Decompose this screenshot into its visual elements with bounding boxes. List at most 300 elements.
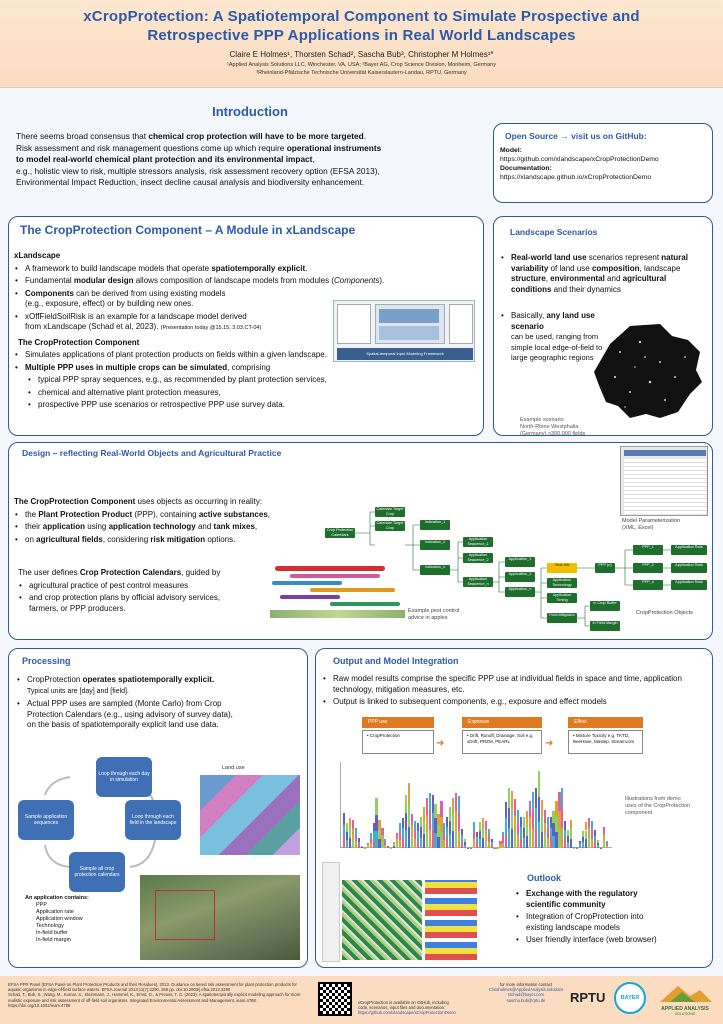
- demo-bar-segment: [603, 834, 605, 841]
- demo-bar-segment: [485, 821, 487, 830]
- demo-bar-segment: [535, 828, 537, 848]
- demo-bar-segment: [570, 820, 572, 829]
- demo-bar-segment: [426, 798, 428, 815]
- demo-bar-segment: [517, 810, 519, 823]
- demo-bar-segment: [387, 847, 389, 848]
- demo-bar-segment: [473, 822, 475, 831]
- demo-bar-segment: [370, 843, 372, 848]
- demo-bar-segment: [555, 817, 557, 833]
- demo-bar-segment: [485, 839, 487, 848]
- demo-bar-segment: [550, 817, 552, 827]
- demo-bar-segment: [432, 795, 434, 813]
- demo-bar-segment: [499, 841, 501, 843]
- demo-bar-segment: [411, 825, 413, 836]
- demo-bar-segment: [532, 829, 534, 848]
- demo-bar-segment: [603, 841, 605, 848]
- bayer-logo: BAYER: [614, 982, 646, 1014]
- demo-bar-segment: [414, 821, 416, 830]
- demo-bar-chart: [340, 762, 612, 848]
- demo-bar-segment: [378, 839, 380, 848]
- output-title: Output and Model Integration: [333, 656, 459, 666]
- demo-bar-segment: [402, 838, 404, 848]
- demo-bar-segment: [523, 817, 525, 827]
- component-title: The CropProtection Component – A Module in xLandscape: [20, 223, 356, 237]
- demo-bar-segment: [411, 837, 413, 848]
- landscape-text-2: • Basically, any land use scenario can be used, ranging from simple local edge-of-field to large geographic regions: [500, 311, 610, 366]
- demo-bar-segment: [446, 838, 448, 848]
- demo-bar-segment: [402, 828, 404, 838]
- cycle-loop-field: Loop through each field in the landscape: [125, 800, 181, 840]
- demo-bar-segment: [508, 788, 510, 808]
- qr-code[interactable]: [318, 982, 352, 1016]
- demo-bar-segment: [567, 836, 569, 842]
- demo-bar-segment: [588, 818, 590, 828]
- demo-bar-segment: [423, 807, 425, 821]
- demo-bar-segment: [491, 839, 493, 842]
- outlook-title: Outlook: [527, 873, 561, 883]
- demo-bar-segment: [393, 842, 395, 844]
- map-sidebar: [322, 862, 340, 962]
- demo-bar-segment: [591, 830, 593, 839]
- demo-bar-segment: [558, 811, 560, 830]
- demo-bar-segment: [564, 839, 566, 848]
- demo-bar-segment: [529, 801, 531, 817]
- demo-bar-segment: [349, 828, 351, 838]
- demo-bar-segment: [544, 823, 546, 836]
- demo-bar-segment: [558, 829, 560, 848]
- demo-bar-segment: [373, 823, 375, 831]
- demo-bar-segment: [541, 816, 543, 832]
- demo-bar-segment: [346, 840, 348, 848]
- demo-bar-segment: [408, 783, 410, 805]
- demo-bar-segment: [375, 798, 377, 815]
- demo-bar-segment: [414, 830, 416, 839]
- documentation-link[interactable]: https://xlandscape.github.io/xCropProtectionDemo: [500, 174, 652, 181]
- demo-bar-segment: [582, 842, 584, 848]
- demo-bar-segment: [352, 829, 354, 838]
- demo-bar-segment: [381, 841, 383, 848]
- demo-bar-segment: [423, 821, 425, 835]
- demo-bar-segment: [570, 839, 572, 848]
- demo-bar-segment: [511, 829, 513, 848]
- demo-bar-segment: [346, 823, 348, 831]
- demo-bar-segment: [355, 835, 357, 842]
- demo-bar-segment: [491, 842, 493, 845]
- demo-bar-segment: [455, 793, 457, 811]
- demo-bar-segment: [482, 838, 484, 848]
- output-text: • Raw model results comprise the specific PPP use at individual fields in space and time, application technology, mitigation measures, etc. • Output is linked to subsequent components, e.g., exposure and effect models: [322, 674, 707, 710]
- demo-bar-segment: [432, 813, 434, 831]
- demo-bar-segment: [538, 771, 540, 797]
- demo-bar-segment: [488, 842, 490, 848]
- title-line-1: xCropProtection: A Spatiotemporal Component to Simulate Prospective and: [83, 8, 640, 25]
- demo-bar-segment: [550, 828, 552, 838]
- demo-bar-segment: [603, 827, 605, 834]
- demo-bar-segment: [399, 823, 401, 831]
- demo-bar-segment: [437, 825, 439, 836]
- design-user-text: The user defines Crop Protection Calendars, guided by • agricultural practice of pest control measures • and crop protection plans by official advisory services, farmers, or PPP producers.: [18, 568, 288, 616]
- cycle-sample-calendars: Sample all crop protection calendars: [69, 852, 125, 892]
- demo-bar-segment: [552, 811, 554, 823]
- demo-bar-segment: [396, 838, 398, 843]
- demo-bar-segment: [378, 829, 380, 838]
- demo-bar-segment: [429, 830, 431, 848]
- aerial-photo: [140, 875, 300, 960]
- demo-bar-segment: [405, 795, 407, 813]
- demo-map: [342, 880, 422, 960]
- landuse-map: [200, 775, 300, 855]
- demo-bar-segment: [526, 836, 528, 848]
- demo-bar-segment: [411, 814, 413, 825]
- contact-email-1[interactable]: Chrisholmes@AppliedAnalysis.solutions: [488, 987, 564, 993]
- demo-bar-segment: [370, 838, 372, 843]
- xlandscape-diagram: Spatial-temporal Input Modeling Framework: [333, 300, 475, 362]
- illustration-caption: Illustrations from demo uses of the CropProtection component: [625, 796, 691, 816]
- demo-bar-segment: [396, 843, 398, 848]
- flow-ppp-box: • CropProtection: [362, 730, 434, 754]
- affiliation-1: ¹Applied Analysis Solutions LLC, Winchester, VA, USA; ²Bayer AG, Crop Science Division, Monheim, Germany: [227, 62, 496, 68]
- demo-bar-segment: [420, 838, 422, 848]
- demo-bar-segment: [464, 845, 466, 848]
- demo-bar-segment: [499, 844, 501, 846]
- demo-bar-segment: [514, 799, 516, 815]
- demo-bar-segment: [529, 817, 531, 833]
- demo-bar-segment: [538, 797, 540, 823]
- demo-bar-segment: [505, 802, 507, 817]
- demo-bar-segment: [514, 816, 516, 832]
- demo-bar-segment: [358, 845, 360, 848]
- demo-bar-segment: [402, 818, 404, 828]
- demo-bar-segment: [384, 839, 386, 842]
- demo-bar-segment: [585, 822, 587, 831]
- flow-arrow-2: ➜: [545, 738, 554, 749]
- pest-advice-caption: Example pest control advice in apples: [408, 608, 460, 621]
- demo-bar-segment: [361, 847, 363, 848]
- demo-bar-segment: [440, 801, 442, 817]
- demo-bar-segment: [373, 831, 375, 839]
- demo-bar-segment: [434, 804, 436, 819]
- demo-bar-segment: [499, 846, 501, 848]
- demo-bar-segment: [343, 836, 345, 848]
- demo-bar-segment: [547, 838, 549, 848]
- landscape-title: Landscape Scenarios: [510, 227, 598, 237]
- demo-bar-segment: [532, 792, 534, 811]
- intro-text: There seems broad consensus that chemical crop protection will have to be more targeted. Risk assessment and risk management questions come up which require operational instruments to model real-world chemical plant protection and its environmental impact, e.g., holistic view to risk, multiple stressors analysis, risk assessment recovery option (EFSA 2013), Environmental Impact Reduction, insect decline causal analysis and biodiversity enhancement.: [16, 131, 382, 187]
- demo-bar-segment: [393, 846, 395, 848]
- title-line-2: Retrospective PPP Applications in Real World Landscapes: [147, 27, 576, 44]
- references: EFSA PPR Panel (EFSA Panel on Plant Protection Products and their Residues), 2013. Guidance on tiered risk assessment for plant protection products for aquatic organisms in edge-of-field surface waters. EFSA Journal 2013;11(7):3290, 268 pp. doi:10.2903/j.efsa.2013.3290 Schad, T., Bub, S., Wang, M., Kumar, S., Kleinmann, J., Hammel, K., Ernst, G., & Preuss, T. G. (2023). A spatiotemporally explicit modeling approach for more realistic exposure and risk assessment of off-field soil organisms. Integrated Environmental Assessment and Management, ieam.4788. https://doi.org/10.1002/ieam.4788: [8, 982, 308, 1008]
- demo-bar-segment: [437, 814, 439, 825]
- demo-bar-segment: [547, 827, 549, 837]
- demo-bar-segment: [558, 792, 560, 811]
- demo-bar-segment: [508, 808, 510, 828]
- demo-bar-segment: [585, 839, 587, 848]
- demo-bar-segment: [443, 823, 445, 831]
- demo-bar-segment: [594, 830, 596, 836]
- demo-bar-segment: [529, 832, 531, 848]
- demo-bar-segment: [547, 817, 549, 827]
- demo-bar-segment: [552, 823, 554, 835]
- flow-exposure-header: Exposure: [462, 717, 542, 728]
- cycle-loop-day: Loop through each day in simulation: [96, 757, 152, 797]
- demo-bar-segment: [405, 813, 407, 831]
- demo-bar-segment: [440, 817, 442, 833]
- demo-bar-segment: [606, 841, 608, 843]
- open-source-text: Model: https://github.com/xlandscape/xCropProtectionDemo Documentation: https://xlandscape.github.io/xCropProtectionDemo: [500, 146, 710, 182]
- demo-bar-segment: [520, 817, 522, 827]
- demo-bar-segment: [517, 835, 519, 848]
- demo-bar-segment: [349, 818, 351, 828]
- demo-bar-segment: [396, 833, 398, 838]
- demo-bar-segment: [455, 811, 457, 829]
- demo-bar-segment: [393, 844, 395, 846]
- demo-bar-segment: [352, 820, 354, 829]
- demo-bar-segment: [544, 810, 546, 823]
- demo-bar-segment: [520, 827, 522, 837]
- demo-bar-segment: [535, 808, 537, 828]
- demo-bar-segment: [511, 810, 513, 829]
- object-tree: Crop Protection Calendars Calendar Target Crop Calendar Target Crop Indication_1 Indication_2 Indication_n Application Sequence_1 Application Sequence_2 Application Sequence_n Application_1 Application_2 Application_n Tank Mix Application Technology Application Timing Field Mitigation PPP (n) PPP_1 PPP_2 PPP_n Application Rate Application Rate Application Rate In Crop Buffer In Field Margin: [325, 500, 715, 635]
- demo-bar-segment: [437, 837, 439, 848]
- rptu-logo: RPTU: [570, 990, 606, 1005]
- demo-bar-segment: [606, 843, 608, 845]
- demo-bar-segment: [579, 843, 581, 845]
- demo-bar-segment: [464, 839, 466, 842]
- parameterization-caption: Model Parameterization (XML, Excel): [622, 518, 681, 531]
- demo-bar-segment: [464, 842, 466, 845]
- landscape-text: • Real-world land use scenarios represent natural variability of land use composition, landscape structure, environmental and agricultural conditions and their dynamics: [500, 253, 705, 297]
- demo-bar-segment: [452, 814, 454, 831]
- demo-bar-segment: [594, 836, 596, 842]
- demo-bar-segment: [541, 800, 543, 816]
- demo-bar-segment: [479, 839, 481, 848]
- demo-bar-segment: [426, 815, 428, 832]
- demo-bar-segment: [461, 829, 463, 835]
- demo-bar-segment: [375, 831, 377, 848]
- demo-bar-segment: [455, 830, 457, 848]
- demo-bar-segment: [588, 828, 590, 838]
- aas-logo: APPLIED ANALYSIS SOLUTIONS: [650, 982, 720, 1018]
- flow-effect-header: Effect: [568, 717, 643, 728]
- demo-bar-segment: [449, 821, 451, 835]
- demo-bar-segment: [597, 845, 599, 848]
- github-link[interactable]: https://github.com/xlandscape/xCropProtectionDemo: [358, 1010, 456, 1016]
- flow-effect-box: • Mixture Toxicity e.g. TKTD, BeeHave, Mastep, Streamcom: [568, 730, 643, 754]
- demo-bar-segment: [526, 811, 528, 823]
- demo-bar-segment: [452, 798, 454, 815]
- flow-exposure-box: • Drift, Runoff, Drainage, Soil e.g. xDrift, PRZM, PEARL: [462, 730, 542, 754]
- demo-bar-segment: [476, 843, 478, 848]
- demo-bar-segment: [384, 842, 386, 845]
- demo-bar-segment: [423, 834, 425, 848]
- demo-bar-segment: [405, 830, 407, 848]
- demo-bar-segment: [449, 807, 451, 821]
- demo-bar-segment: [355, 828, 357, 835]
- demo-bar-segment: [429, 811, 431, 829]
- demo-bar-segment: [579, 846, 581, 848]
- demo-bar-segment: [446, 827, 448, 837]
- demo-bar-segment: [367, 844, 369, 846]
- demo-bar-segment: [458, 813, 460, 830]
- demo-bar-segment: [535, 788, 537, 808]
- demo-bar-segment: [452, 831, 454, 848]
- demo-bar-segment: [488, 835, 490, 841]
- demo-bar-segment: [517, 822, 519, 835]
- demo-bar-segment: [343, 825, 345, 837]
- demo-bar-segment: [355, 841, 357, 848]
- demo-bar-segment: [473, 830, 475, 839]
- demo-bar-segment: [538, 822, 540, 848]
- processing-text: • CropProtection operates spatiotemporally explicit. Typical units are [day] and [field]. • Actual PPP uses are sampled (Monte Carlo) from Crop Protection Calendars (e.g., using advisory of survey data), on the basis of spatiotemporally explicit land use data.: [16, 675, 301, 733]
- demo-bar-segment: [582, 831, 584, 837]
- demo-bar-segment: [523, 838, 525, 848]
- demo-bar-segment: [387, 846, 389, 847]
- demo-bar-segment: [384, 845, 386, 848]
- cycle-sample-sequences: Sample application sequences: [18, 800, 74, 840]
- demo-bar-segment: [476, 832, 478, 837]
- demo-bar-segment: [408, 805, 410, 827]
- demo-bar-segment: [420, 827, 422, 837]
- demo-bar-segment: [361, 846, 363, 847]
- demo-bar-segment: [479, 831, 481, 840]
- demo-bar-segment: [461, 835, 463, 841]
- demo-bar-segment: [561, 788, 563, 808]
- demo-bar-segment: [564, 830, 566, 839]
- demo-legend: [425, 880, 477, 960]
- demo-bar-segment: [508, 828, 510, 848]
- demo-bar-segment: [346, 832, 348, 840]
- demo-bar-segment: [550, 838, 552, 848]
- demo-bar-segment: [446, 817, 448, 827]
- demo-bar-segment: [399, 840, 401, 848]
- demo-bar-segment: [585, 831, 587, 840]
- demo-bar-segment: [505, 818, 507, 833]
- demo-bar-segment: [473, 839, 475, 848]
- demo-bar-segment: [417, 823, 419, 831]
- flow-ppp-header: PPP use: [362, 717, 434, 728]
- demo-bar-segment: [488, 829, 490, 835]
- demo-bar-segment: [443, 831, 445, 839]
- demo-bar-segment: [520, 838, 522, 848]
- demo-bar-segment: [526, 824, 528, 836]
- demo-bar-segment: [420, 817, 422, 827]
- demo-bar-segment: [597, 840, 599, 843]
- demo-bar-segment: [502, 832, 504, 838]
- demo-bar-segment: [570, 829, 572, 838]
- demo-bar-segment: [443, 840, 445, 848]
- reference-doi-link[interactable]: https://doi.org/10.1002/ieam.4788: [8, 1002, 71, 1008]
- application-contains: An application contains: PPP Application rate Application window Technology In-field buffer In-field margin: [25, 895, 89, 943]
- demo-bar-segment: [594, 842, 596, 848]
- demo-bar-segment: [579, 841, 581, 843]
- demo-bar-segment: [378, 820, 380, 829]
- demo-bar-segment: [414, 839, 416, 848]
- demo-bar-segment: [561, 828, 563, 848]
- demo-bar-segment: [343, 813, 345, 825]
- demo-bar-segment: [432, 830, 434, 848]
- demo-bar-segment: [502, 837, 504, 843]
- contact-email-3[interactable]: sascha.bub@rptu.de: [506, 997, 546, 1003]
- demo-bar-segment: [482, 828, 484, 838]
- demo-bar-segment: [567, 830, 569, 836]
- demo-bar-segment: [449, 834, 451, 848]
- demo-bar-segment: [541, 832, 543, 848]
- demo-bar-segment: [458, 796, 460, 813]
- demo-bar-segment: [408, 827, 410, 849]
- demo-bar-segment: [440, 832, 442, 848]
- demo-bar-segment: [482, 818, 484, 828]
- demo-bar-segment: [361, 847, 363, 848]
- demo-bar-segment: [514, 832, 516, 848]
- objects-caption: CropProtection Objects: [636, 610, 693, 616]
- demo-bar-segment: [555, 832, 557, 848]
- nrw-map: [590, 322, 708, 422]
- demo-bar-segment: [434, 833, 436, 848]
- demo-bar-segment: [505, 833, 507, 848]
- authors: Claire E Holmes¹, Thorsten Schad², Sascha Bub³, Christopher M Holmes¹*: [229, 50, 494, 59]
- demo-bar-segment: [597, 843, 599, 846]
- demo-bar-segment: [358, 838, 360, 841]
- demo-bar-segment: [567, 842, 569, 848]
- demo-bar-segment: [352, 839, 354, 848]
- demo-bar-segment: [381, 828, 383, 835]
- design-title: Design – reflecting Real-World Objects and Agricultural Practice: [22, 448, 282, 458]
- demo-bar-segment: [564, 821, 566, 830]
- demo-bar-segment: [511, 791, 513, 810]
- demo-bar-segment: [373, 840, 375, 848]
- design-text: The CropProtection Component uses objects as occurring in reality: • the Plant Protection Product (PPP), containing active substances, • their application using application technology and tank mixes, • on agricultural fields, considering risk mitigation options.: [14, 497, 324, 547]
- demo-bar-segment: [582, 837, 584, 843]
- demo-bar-segment: [555, 801, 557, 817]
- demo-bar-segment: [588, 838, 590, 848]
- processing-title: Processing: [22, 656, 71, 666]
- demo-bar-segment: [523, 828, 525, 838]
- demo-bar-segment: [561, 808, 563, 828]
- demo-bar-segment: [358, 842, 360, 845]
- model-link[interactable]: https://github.com/xlandscape/xCropProtectionDemo: [500, 156, 659, 163]
- demo-bar-segment: [375, 815, 377, 832]
- demo-bar-segment: [591, 839, 593, 848]
- demo-bar-segment: [461, 842, 463, 848]
- landscape-caption: Example scenario North-Rhine Westphalia (Germany) >300,000 fields: [520, 417, 586, 437]
- demo-bar-segment: [387, 847, 389, 848]
- demo-bar-segment: [370, 833, 372, 838]
- contact-email-2[interactable]: tschad@bayer.com: [508, 992, 544, 998]
- demo-bar-segment: [367, 846, 369, 848]
- demo-bar-segment: [349, 838, 351, 848]
- landuse-label: Land use: [222, 765, 245, 771]
- demo-bar-segment: [502, 843, 504, 849]
- demo-bar-segment: [429, 793, 431, 811]
- demo-bar-segment: [491, 845, 493, 848]
- component-text: xLandscape • A framework to build landscape models that operate spatiotemporally explicit. • Fundamental modular design allows composition of landscape models from modules (Components). • Components can be derived from using existing models (e.g., exposure, effect) or by building new ones. • xOffFieldSoilRisk is an example for a landscape model derived from xLandscape (Schad et al, 2023). (Presentation today @15.15, 3.03.CT-04) The CropProtection Component • Simulates applications of plant protection products on fields within a given landscape. • Multiple PPP uses in multiple crops can be simulated, comprising • typical PPP spray sequences, e.g., as recommended by plant protection services, • chemical and alternative plant protection measures, • prospective PPP use scenarios or retrospective PPP use survey data.: [14, 251, 474, 413]
- demo-bar-segment: [485, 830, 487, 839]
- demo-bar-segment: [434, 818, 436, 833]
- demo-bar-segment: [606, 846, 608, 848]
- demo-bar-segment: [552, 836, 554, 848]
- demo-bar-segment: [532, 811, 534, 830]
- demo-bar-segment: [479, 822, 481, 831]
- demo-bar-segment: [458, 831, 460, 848]
- demo-bar-segment: [591, 821, 593, 830]
- flow-arrow-1: ➜: [436, 738, 445, 749]
- demo-bar-segment: [381, 835, 383, 842]
- demo-bar-segment: [417, 840, 419, 848]
- outlook-text: • Exchange with the regulatory scientific community • Integration of CropProtection into existing landscape models • User friendly interface (web browser): [515, 889, 710, 948]
- demo-bar-segment: [417, 831, 419, 839]
- open-source-title: Open Source → visit us on GitHub:: [505, 131, 647, 141]
- demo-bar-segment: [399, 831, 401, 839]
